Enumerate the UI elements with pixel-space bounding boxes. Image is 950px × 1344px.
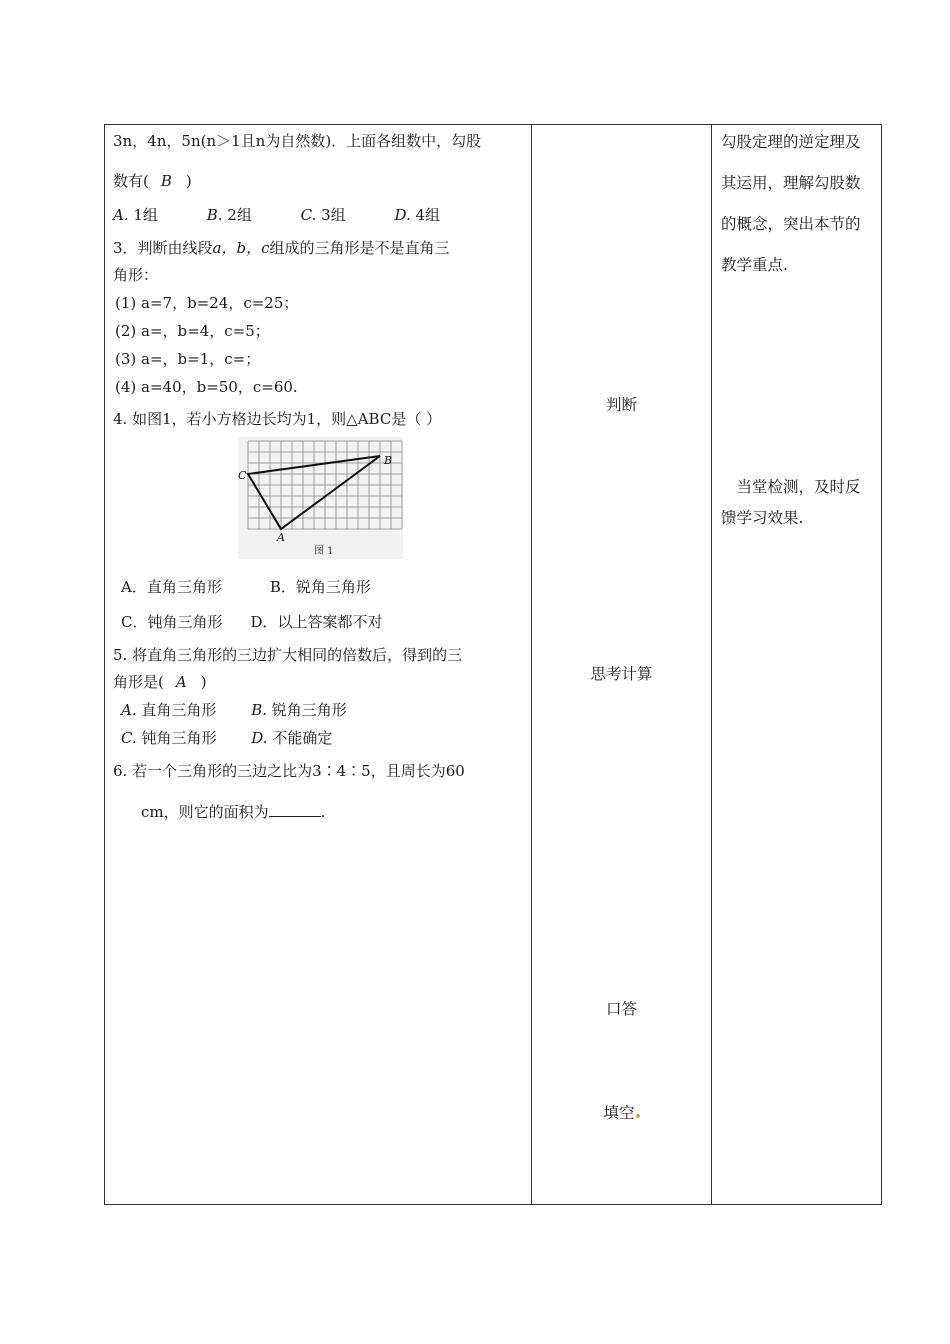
q6-line-2: cm，则它的面积为 . (141, 803, 326, 821)
vertex-b-label: B (384, 454, 393, 467)
q4-options-row-1: A．直角三角形 B．锐角三角形 (121, 578, 371, 596)
vertex-c-label: C (238, 469, 247, 482)
lesson-table (104, 124, 882, 1205)
column-divider-2 (711, 125, 712, 1204)
q3-item-4: (4) a=40，b=50，c=60. (115, 378, 298, 396)
figure-caption: 图 1 (314, 546, 334, 557)
q2-line-1: 3n，4n，5n(n＞1且n为自然数)．上面各组数中，勾股 (113, 132, 482, 150)
q6-line-1: 6. 若一个三角形的三边之比为3∶4∶5，且周长为60 (113, 762, 465, 780)
q5-line-2: 角形是( A ) (113, 673, 207, 691)
design-note-1: 勾股定理的逆定理及 其运用，理解勾股数 的概念，突出本节的 教学重点. (721, 133, 861, 274)
vertex-a-label: A (277, 531, 285, 544)
activity-label-oral: 口答 (605, 1000, 637, 1018)
q5-options-row-1: A. 直角三角形 B. 锐角三角形 (121, 701, 347, 719)
activity-label-judge: 判断 (605, 396, 637, 414)
q3-line-1: 3．判断由线段a，b，c组成的三角形是不是直角三 (113, 239, 450, 257)
q4-options-row-2: C．钝角三角形 D．以上答案都不对 (121, 613, 383, 631)
q3-line-2: 角形： (113, 266, 159, 284)
activity-label-fill: 填空 (532, 1101, 711, 1123)
q3-item-3: (3) a=，b=1，c=； (115, 350, 261, 368)
q2-line-2: 数有( B ) (113, 172, 192, 190)
q3-item-1: (1) a=7，b=24，c=25； (115, 294, 299, 312)
q4-question: 4. 如图1，若小方格边长均为1，则△ABC是（ ） (113, 410, 442, 428)
activity-label-compute: 思考计算 (590, 665, 653, 683)
q2-options: A. 1组 B. 2组 C. 3组 D. 4组 (113, 206, 441, 224)
design-note-2: 当堂检测，及时反 馈学习效果. (721, 478, 861, 527)
accent-dot (636, 1114, 640, 1118)
q5-options-row-2: C. 钝角三角形 D. 不能确定 (121, 729, 333, 747)
answer-blank[interactable] (269, 802, 321, 817)
q5-line-1: 5. 将直角三角形的三边扩大相同的倍数后，得到的三 (113, 646, 463, 664)
triangle-grid-figure (238, 437, 403, 559)
q3-item-2: (2) a=，b=4，c=5； (115, 322, 270, 340)
